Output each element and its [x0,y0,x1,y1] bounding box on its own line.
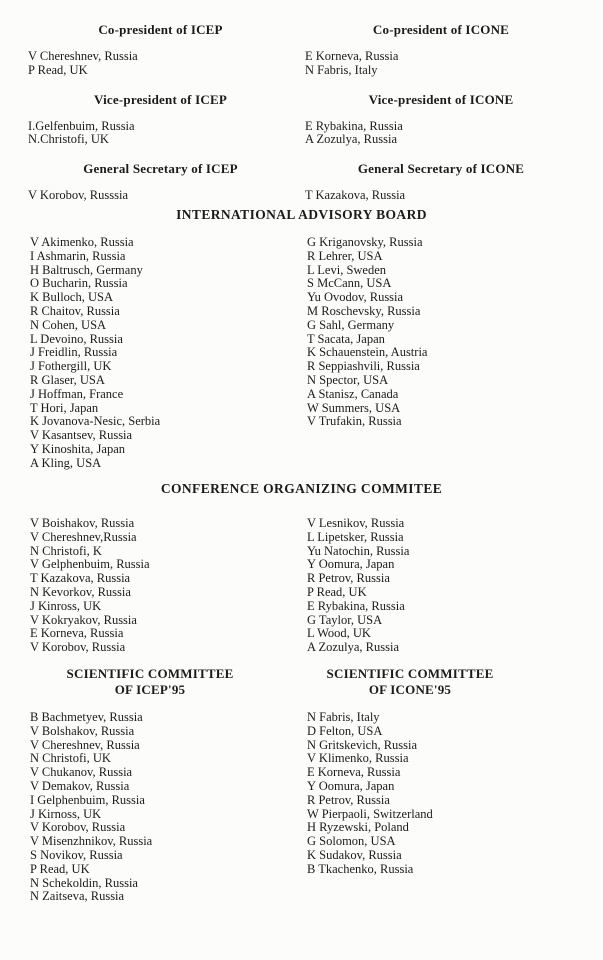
member-name: B Bachmetyev, Russia [30,710,143,724]
member-name: V Trufakin, Russia [307,414,402,429]
member-name: R Petrov, Russia [307,571,390,586]
member-name: N Christofi, UK [30,751,111,766]
member-name: J Hoffman, France [30,386,124,401]
member-name: Y Oomura, Japan [307,557,395,572]
member-name: W Summers, USA [307,400,401,415]
member-name: N Schekoldin, Russia [30,875,138,890]
vice-president-icone-members [305,120,577,148]
member-name: A Zozulya, Russia [307,640,400,655]
scientific-committee-icone-heading [300,666,520,698]
member-name: V Chereshnev, Russia [28,49,138,63]
general-secretary-icone-heading: General Secretary of ICONE [357,161,525,177]
member-name: A Stanisz, Canada [307,386,399,401]
member-name: V Misenzhnikov, Russia [30,834,153,849]
member-name: E Rybakina, Russia [307,598,405,613]
member-name: T Sacata, Japan [307,331,385,346]
member-name: K Bulloch, USA [30,290,113,305]
member-name: K Schauenstein, Austria [307,345,428,360]
member-name: V Akimenko, Russia [30,235,134,249]
vice-president-icep-members [28,120,293,148]
member-name: R Lehrer, USA [307,248,383,263]
organizing-committee-right-column [307,517,577,655]
advisory-board-right-column [307,236,577,429]
member-name: T Hori, Japan [30,400,99,415]
member-name: L Wood, UK [307,626,371,641]
advisory-board-heading: INTERNATIONAL ADVISORY BOARD [176,207,427,222]
officers-icone-column [305,22,577,217]
member-name: V Lesnikov, Russia [307,516,405,530]
member-name: R Glaser, USA [30,372,105,387]
member-name: S McCann, USA [307,276,392,291]
advisory-board-left-column [30,236,295,471]
member-name: J Kirnoss, UK [30,806,102,821]
general-secretary-icep-heading: General Secretary of ICEP [83,161,238,177]
scientific-committee-icone-heading-line2: OF ICONE'95 [368,682,452,697]
member-name: O Bucharin, Russia [30,276,128,291]
member-name: P Read, UK [30,861,90,876]
member-name: H Ryzewski, Poland [307,820,409,835]
member-name: E Rybakina, Russia [305,118,403,133]
general-secretary-icep-members [28,189,293,203]
member-name: K Sudakov, Russia [307,847,402,862]
organizing-committee-left-column [30,517,295,655]
member-name: G Sahl, Germany [307,317,395,332]
scientific-committee-icep-heading-line1: SCIENTIFIC COMMITTEE [66,666,234,681]
member-name: N Gritskevich, Russia [307,737,418,752]
member-name: L Devoino, Russia [30,331,123,346]
member-name: N Zaitseva, Russia [30,889,125,904]
member-name: S Novikov, Russia [30,847,123,862]
member-name: T Kazakova, Russia [305,188,406,203]
member-name: V Demakov, Russia [30,778,130,793]
member-name: G Solomon, USA [307,834,396,849]
member-name: G Taylor, USA [307,612,383,627]
member-name: N Kevorkov, Russia [30,584,131,599]
member-name: V Klimenko, Russia [307,751,409,766]
member-name: N Spector, USA [307,372,389,387]
member-name: G Kriganovsky, Russia [307,235,423,249]
scientific-committee-icone-heading-line1: SCIENTIFIC COMMITTEE [326,666,494,681]
member-name: J Fothergill, UK [30,359,112,374]
member-name: V Kokryakov, Russia [30,612,137,627]
member-name: P Read, UK [28,62,88,77]
member-name: A Kling, USA [30,455,102,470]
member-name: R Seppiashvili, Russia [307,359,420,374]
member-name: H Baltrusch, Germany [30,262,143,277]
member-name: D Felton, USA [307,723,383,738]
general-secretary-icone-members [305,189,577,203]
member-name: W Pierpaoli, Switzerland [307,806,433,821]
member-name: N Fabris, Italy [305,62,378,77]
member-name: V Chereshnev,Russia [30,529,137,544]
member-name: N.Christofi, UK [28,132,109,147]
member-name: J Freidlin, Russia [30,345,118,360]
member-name: V Gelphenbuim, Russia [30,557,150,572]
co-president-icone-heading: Co-president of ICONE [372,22,510,37]
member-name: N Christofi, K [30,543,102,558]
member-name: T Kazakova, Russia [30,571,131,586]
member-name: V Korobov, Russia [30,640,126,655]
member-name: K Jovanova-Nesic, Serbia [30,414,161,429]
member-name: Y Oomura, Japan [307,778,395,793]
member-name: E Korneva, Russia [307,765,401,780]
vice-president-icone-heading: Vice-president of ICONE [368,91,514,107]
member-name: V Korobov, Russsia [28,188,129,203]
member-name: L Levi, Sweden [307,262,387,277]
member-name: I Ashmarin, Russia [30,248,126,263]
member-name: A Zozulya, Russia [305,132,398,147]
member-name: I Gelphenbuim, Russia [30,792,145,807]
member-name: I.Gelfenbuim, Russia [28,118,135,133]
co-president-icep-heading: Co-president of ICEP [98,22,223,37]
member-name: E Korneva, Russia [305,49,399,63]
vice-president-icep-heading: Vice-president of ICEP [94,91,227,107]
scientific-committee-icep-members [30,711,295,904]
member-name: V Kasantsev, Russia [30,428,133,443]
member-name: R Petrov, Russia [307,792,390,807]
member-name: V Boishakov, Russia [30,516,135,530]
co-president-icep-members [28,50,293,78]
organizing-committee-heading: CONFERENCE ORGANIZING COMMITEE [160,481,443,496]
member-name: N Cohen, USA [30,317,107,332]
member-name: V Korobov, Russia [30,820,126,835]
member-name: M Roschevsky, Russia [307,303,421,318]
member-name: R Chaitov, Russia [30,303,120,318]
member-name: Yu Natochin, Russia [307,543,410,558]
member-name: Yu Ovodov, Russia [307,290,404,305]
member-name: Y Kinoshita, Japan [30,441,126,456]
member-name: E Korneva, Russia [30,626,124,641]
member-name: P Read, UK [307,584,367,599]
scientific-committee-icep-heading-line2: OF ICEP'95 [114,682,186,697]
member-name: V Bolshakov, Russia [30,723,135,738]
member-name: L Lipetsker, Russia [307,529,404,544]
member-name: N Fabris, Italy [307,710,380,724]
member-name: V Chereshnev, Russia [30,737,140,752]
member-name: V Chukanov, Russia [30,765,133,780]
scientific-committee-icone-members [307,711,577,877]
officers-icep-column [28,22,293,217]
scientific-committee-icep-heading [25,666,275,698]
co-president-icone-members [305,50,577,78]
member-name: J Kinross, UK [30,598,102,613]
member-name: B Tkachenko, Russia [307,861,414,876]
